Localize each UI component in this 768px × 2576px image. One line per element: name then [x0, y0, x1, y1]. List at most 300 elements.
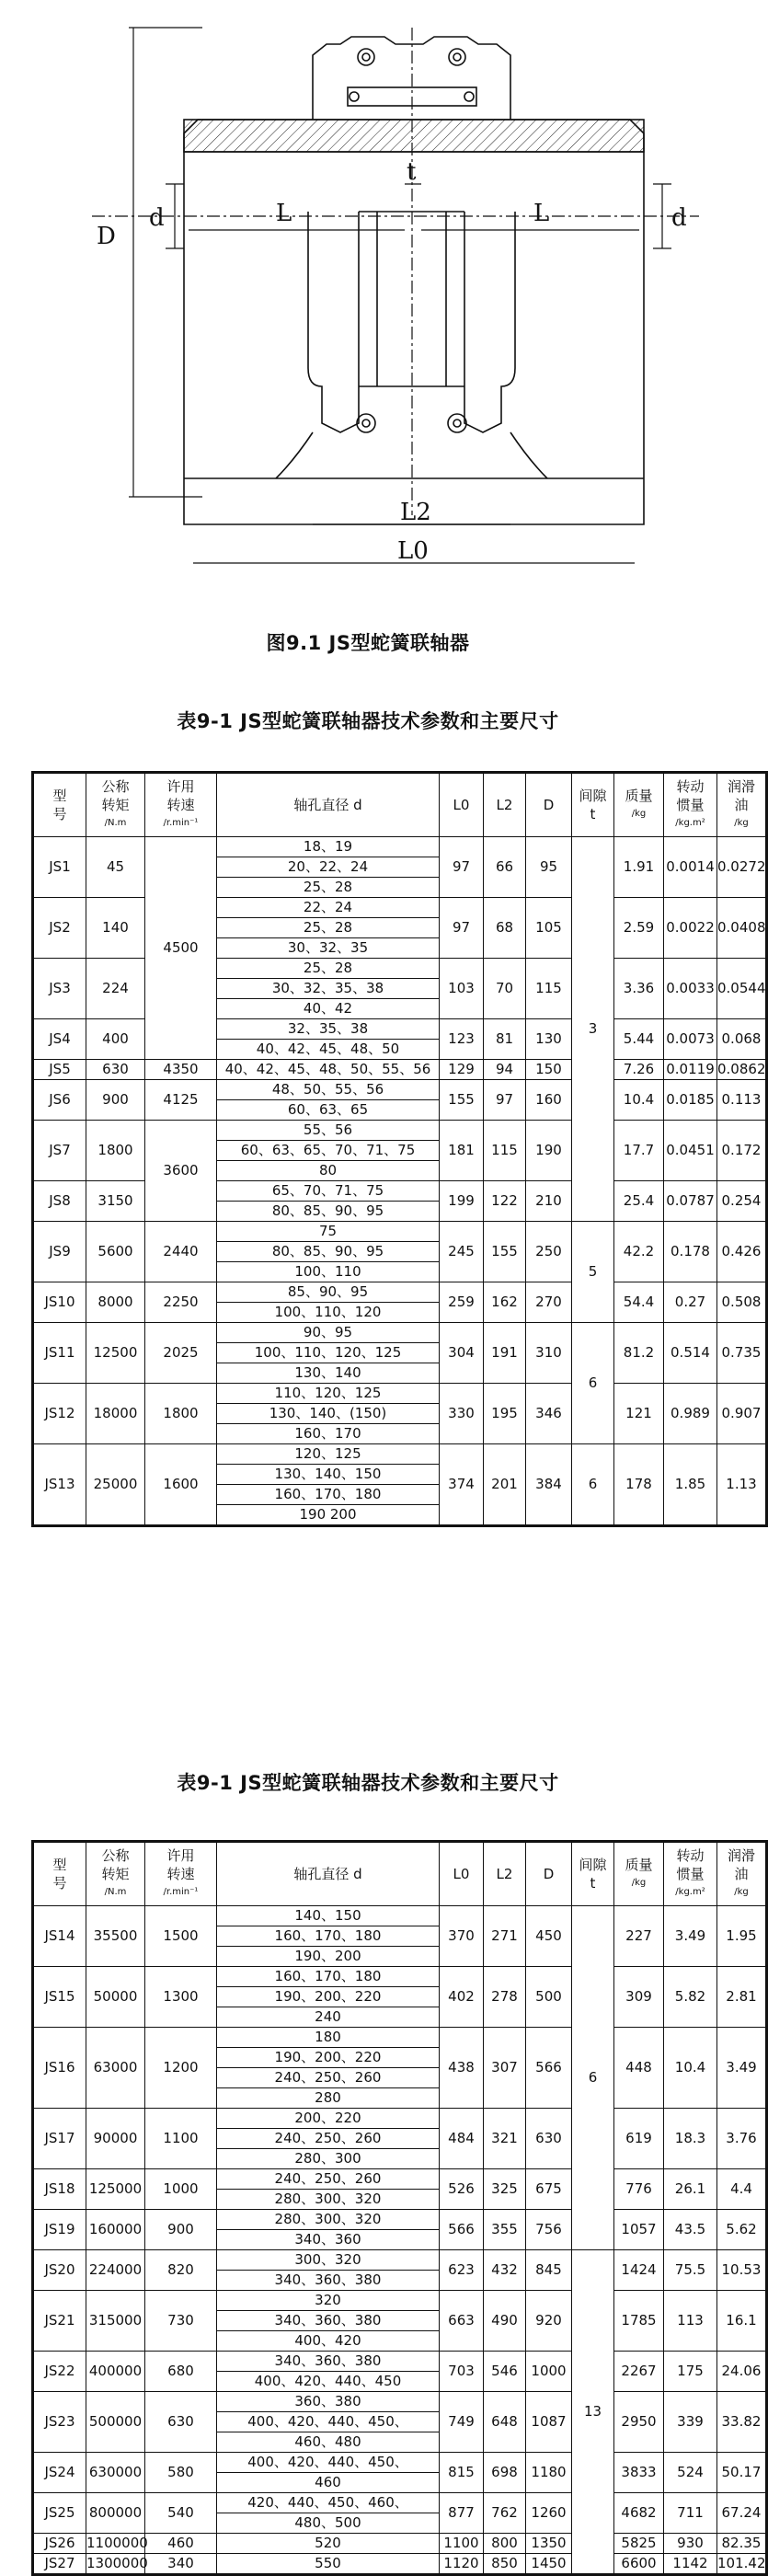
cell-torque: 224000 [86, 2250, 145, 2291]
cell-speed: 460 [145, 2534, 217, 2554]
table-row [33, 2453, 767, 2473]
cell-inertia: 0.989 [664, 1384, 717, 1444]
cell-L2: 66 [484, 837, 526, 898]
cell-oil: 0.907 [717, 1384, 767, 1444]
cell-bore: 120、125 [217, 1444, 440, 1465]
cell-inertia: 5.82 [664, 1967, 717, 2028]
cell-L2: 355 [484, 2210, 526, 2250]
table-row [33, 2493, 767, 2513]
cell-bore: 460 [217, 2473, 440, 2493]
cell-bore: 280、300 [217, 2149, 440, 2169]
cell-bore: 100、110、120 [217, 1303, 440, 1323]
cell-torque: 12500 [86, 1323, 145, 1384]
cell-inertia: 75.5 [664, 2250, 717, 2291]
cell-L0: 877 [440, 2493, 484, 2534]
cell-mass: 42.2 [614, 1222, 664, 1282]
table-row [33, 2169, 767, 2190]
cell-bore: 160、170、180 [217, 1485, 440, 1505]
cell-oil: 0.508 [717, 1282, 767, 1323]
cell-bore: 190、200、220 [217, 1987, 440, 2007]
cell-D: 675 [526, 2169, 572, 2210]
cell-model: JS12 [33, 1384, 86, 1444]
cell-bore: 340、360、380 [217, 2352, 440, 2372]
header-D: D [526, 773, 572, 837]
cell-speed: 1300 [145, 1967, 217, 2028]
cell-L0: 370 [440, 1906, 484, 1967]
cell-model: JS4 [33, 1019, 86, 1060]
cell-bore: 400、420、440、450、 [217, 2453, 440, 2473]
cell-bore: 48、50、55、56 [217, 1080, 440, 1100]
cell-torque: 630 [86, 1060, 145, 1080]
cell-oil: 5.62 [717, 2210, 767, 2250]
cell-mass: 10.4 [614, 1080, 664, 1121]
header-bore: 轴孔直径 d [217, 1842, 440, 1906]
cell-L0: 566 [440, 2210, 484, 2250]
cell-gap: 13 [572, 2250, 614, 2575]
cell-speed: 4350 [145, 1060, 217, 1080]
cell-oil: 4.4 [717, 2169, 767, 2210]
cell-L0: 155 [440, 1080, 484, 1121]
cell-bore: 200、220 [217, 2109, 440, 2129]
cell-speed: 820 [145, 2250, 217, 2291]
cell-oil: 1.95 [717, 1906, 767, 1967]
cell-oil: 1.13 [717, 1444, 767, 1526]
cell-D: 630 [526, 2109, 572, 2169]
cell-model: JS13 [33, 1444, 86, 1526]
cell-speed: 340 [145, 2554, 217, 2575]
cell-inertia: 0.0073 [664, 1019, 717, 1060]
cell-L2: 201 [484, 1444, 526, 1526]
table-row [33, 1121, 767, 1141]
cell-D: 270 [526, 1282, 572, 1323]
spec-table-1 [31, 771, 768, 1527]
cell-torque: 224 [86, 959, 145, 1019]
cell-bore: 25、28 [217, 878, 440, 898]
cell-mass: 7.26 [614, 1060, 664, 1080]
cell-oil: 0.0544 [717, 959, 767, 1019]
cell-D: 160 [526, 1080, 572, 1121]
cell-model: JS11 [33, 1323, 86, 1384]
cell-bore: 40、42、45、48、50 [217, 1040, 440, 1060]
cell-speed: 680 [145, 2352, 217, 2392]
cell-mass: 227 [614, 1906, 664, 1967]
cell-torque: 400000 [86, 2352, 145, 2392]
cell-D: 450 [526, 1906, 572, 1967]
cell-mass: 4682 [614, 2493, 664, 2534]
table-row [33, 2028, 767, 2048]
cell-mass: 2950 [614, 2392, 664, 2453]
cell-L2: 432 [484, 2250, 526, 2291]
cell-inertia: 0.0787 [664, 1181, 717, 1222]
cell-L0: 259 [440, 1282, 484, 1323]
cell-bore: 25、28 [217, 959, 440, 979]
cell-bore: 140、150 [217, 1906, 440, 1926]
cell-speed: 1500 [145, 1906, 217, 1967]
cell-mass: 6600 [614, 2554, 664, 2575]
cell-bore: 400、420、440、450 [217, 2372, 440, 2392]
table2-wrap [31, 1840, 766, 2576]
cell-bore: 340、360、380 [217, 2311, 440, 2331]
cell-torque: 35500 [86, 1906, 145, 1967]
cell-bore: 300、320 [217, 2250, 440, 2271]
cell-inertia: 0.0451 [664, 1121, 717, 1181]
cell-torque: 25000 [86, 1444, 145, 1526]
cell-torque: 3150 [86, 1181, 145, 1222]
cell-D: 130 [526, 1019, 572, 1060]
cell-bore: 80、85、90、95 [217, 1202, 440, 1222]
table-row [33, 1019, 767, 1040]
cell-bore: 22、24 [217, 898, 440, 918]
table-row [33, 2352, 767, 2372]
cell-torque: 45 [86, 837, 145, 898]
cell-model: JS1 [33, 837, 86, 898]
cell-speed: 730 [145, 2291, 217, 2352]
cell-D: 384 [526, 1444, 572, 1526]
table-row [33, 2250, 767, 2271]
cell-torque: 140 [86, 898, 145, 959]
cell-L0: 484 [440, 2109, 484, 2169]
cell-L2: 321 [484, 2109, 526, 2169]
cell-oil: 0.426 [717, 1222, 767, 1282]
cell-mass: 54.4 [614, 1282, 664, 1323]
cell-L0: 330 [440, 1384, 484, 1444]
cell-speed: 1600 [145, 1444, 217, 1526]
cell-L0: 374 [440, 1444, 484, 1526]
cell-L0: 123 [440, 1019, 484, 1060]
cell-torque: 5600 [86, 1222, 145, 1282]
cell-torque: 1800 [86, 1121, 145, 1181]
cell-oil: 10.53 [717, 2250, 767, 2291]
table-row [33, 2291, 767, 2311]
table-row [33, 2554, 767, 2575]
table-row [33, 837, 767, 857]
cell-bore: 100、110 [217, 1262, 440, 1282]
cell-inertia: 26.1 [664, 2169, 717, 2210]
cell-bore: 400、420、440、450、 [217, 2412, 440, 2432]
cell-speed: 1000 [145, 2169, 217, 2210]
dim-L-right: L [533, 200, 550, 227]
cell-L2: 195 [484, 1384, 526, 1444]
cell-oil: 0.068 [717, 1019, 767, 1060]
table-row [33, 1323, 767, 1343]
cell-L0: 623 [440, 2250, 484, 2291]
cell-speed: 580 [145, 2453, 217, 2493]
cell-L2: 191 [484, 1323, 526, 1384]
cell-L2: 800 [484, 2534, 526, 2554]
cell-bore: 240、250、260 [217, 2169, 440, 2190]
cell-bore: 130、140、(150) [217, 1404, 440, 1424]
cell-bore: 240 [217, 2007, 440, 2028]
header-mass: 质量 /kg [614, 773, 664, 837]
cell-D: 845 [526, 2250, 572, 2291]
table-row [33, 2392, 767, 2412]
cell-inertia: 3.49 [664, 1906, 717, 1967]
cell-bore: 55、56 [217, 1121, 440, 1141]
cell-D: 250 [526, 1222, 572, 1282]
cell-oil: 33.82 [717, 2392, 767, 2453]
cell-mass: 81.2 [614, 1323, 664, 1384]
cell-gap: 5 [572, 1222, 614, 1323]
cell-bore: 460、480 [217, 2432, 440, 2453]
cell-inertia: 0.0119 [664, 1060, 717, 1080]
table-row [33, 1222, 767, 1242]
header-gap: 间隙 t [572, 1842, 614, 1906]
cell-torque: 500000 [86, 2392, 145, 2453]
dim-L2: L2 [400, 499, 431, 526]
header-oil: 润滑 油 /kg [717, 773, 767, 837]
header-gap: 间隙 t [572, 773, 614, 837]
table-row [33, 1080, 767, 1100]
cell-model: JS6 [33, 1080, 86, 1121]
header-inertia: 转动 惯量 /kg.m² [664, 773, 717, 837]
cell-bore: 190、200 [217, 1947, 440, 1967]
table-row [33, 1444, 767, 1465]
cell-oil: 0.0272 [717, 837, 767, 898]
cell-torque: 315000 [86, 2291, 145, 2352]
cell-speed: 3600 [145, 1121, 217, 1222]
cell-D: 1087 [526, 2392, 572, 2453]
cell-L2: 698 [484, 2453, 526, 2493]
table-row [33, 2210, 767, 2230]
cell-bore: 25、28 [217, 918, 440, 938]
cell-L0: 103 [440, 959, 484, 1019]
cell-oil: 24.06 [717, 2352, 767, 2392]
table-row [33, 1060, 767, 1080]
hub-hatch-band [184, 120, 644, 152]
figure-caption: 图9.1 JS型蛇簧联轴器 [266, 632, 470, 654]
cell-L2: 648 [484, 2392, 526, 2453]
cell-L0: 438 [440, 2028, 484, 2109]
cell-gap: 6 [572, 1323, 614, 1444]
cell-oil: 101.42 [717, 2554, 767, 2575]
cell-bore: 240、250、260 [217, 2129, 440, 2149]
cell-oil: 0.0408 [717, 898, 767, 959]
cell-oil: 0.172 [717, 1121, 767, 1181]
cell-D: 1350 [526, 2534, 572, 2554]
cell-inertia: 0.27 [664, 1282, 717, 1323]
cell-speed: 900 [145, 2210, 217, 2250]
table1-title: 表9-1 JS型蛇簧联轴器技术参数和主要尺寸 [177, 710, 559, 732]
header-inertia: 转动 惯量 /kg.m² [664, 1842, 717, 1906]
cell-mass: 1424 [614, 2250, 664, 2291]
table-row [33, 1181, 767, 1202]
cell-inertia: 0.0022 [664, 898, 717, 959]
cell-bore: 75 [217, 1222, 440, 1242]
cell-torque: 800000 [86, 2493, 145, 2534]
cell-torque: 630000 [86, 2453, 145, 2493]
cell-bore: 280、300、320 [217, 2190, 440, 2210]
cell-torque: 125000 [86, 2169, 145, 2210]
cell-L2: 762 [484, 2493, 526, 2534]
cell-D: 1000 [526, 2352, 572, 2392]
cell-D: 190 [526, 1121, 572, 1181]
cell-oil: 0.254 [717, 1181, 767, 1222]
cell-inertia: 0.0014 [664, 837, 717, 898]
cell-oil: 67.24 [717, 2493, 767, 2534]
cell-mass: 5.44 [614, 1019, 664, 1060]
header-L0: L0 [440, 773, 484, 837]
cell-L0: 815 [440, 2453, 484, 2493]
cell-oil: 0.0862 [717, 1060, 767, 1080]
cell-inertia: 0.0185 [664, 1080, 717, 1121]
cell-speed: 4500 [145, 837, 217, 1060]
cell-model: JS20 [33, 2250, 86, 2291]
cell-D: 1180 [526, 2453, 572, 2493]
bolt-hole-2 [449, 49, 465, 65]
table2-title: 表9-1 JS型蛇簧联轴器技术参数和主要尺寸 [177, 1772, 559, 1794]
cell-bore: 320 [217, 2291, 440, 2311]
cell-L2: 68 [484, 898, 526, 959]
cell-model: JS18 [33, 2169, 86, 2210]
cell-inertia: 711 [664, 2493, 717, 2534]
cell-inertia: 18.3 [664, 2109, 717, 2169]
cell-inertia: 1.85 [664, 1444, 717, 1526]
cell-L0: 526 [440, 2169, 484, 2210]
cell-bore: 160、170、180 [217, 1967, 440, 1987]
cell-inertia: 930 [664, 2534, 717, 2554]
cell-model: JS24 [33, 2453, 86, 2493]
cell-mass: 3833 [614, 2453, 664, 2493]
cell-inertia: 524 [664, 2453, 717, 2493]
cell-bore: 100、110、120、125 [217, 1343, 440, 1363]
cell-model: JS17 [33, 2109, 86, 2169]
cell-model: JS26 [33, 2534, 86, 2554]
cell-L0: 97 [440, 837, 484, 898]
bottom-bolt-1 [357, 414, 375, 432]
cell-speed: 2440 [145, 1222, 217, 1282]
table1-wrap [31, 771, 766, 1527]
cell-bore: 130、140、150 [217, 1465, 440, 1485]
cell-oil: 3.76 [717, 2109, 767, 2169]
header-L0: L0 [440, 1842, 484, 1906]
cell-inertia: 43.5 [664, 2210, 717, 2250]
cell-bore: 40、42、45、48、50、55、56 [217, 1060, 440, 1080]
cell-L0: 703 [440, 2352, 484, 2392]
cell-bore: 130、140 [217, 1363, 440, 1384]
cell-D: 115 [526, 959, 572, 1019]
cell-mass: 2267 [614, 2352, 664, 2392]
cell-D: 150 [526, 1060, 572, 1080]
cell-D: 500 [526, 1967, 572, 2028]
cell-L2: 278 [484, 1967, 526, 2028]
cell-torque: 90000 [86, 2109, 145, 2169]
cell-L0: 181 [440, 1121, 484, 1181]
header-model: 型 号 [33, 773, 86, 837]
coupling-drawing [37, 9, 699, 565]
header-D: D [526, 1842, 572, 1906]
cell-oil: 50.17 [717, 2453, 767, 2493]
cell-bore: 400、420 [217, 2331, 440, 2352]
cell-L0: 245 [440, 1222, 484, 1282]
cell-oil: 16.1 [717, 2291, 767, 2352]
table-row [33, 1967, 767, 1987]
cell-inertia: 0.0033 [664, 959, 717, 1019]
cell-bore: 360、380 [217, 2392, 440, 2412]
dim-d-left: d [149, 204, 165, 232]
cell-oil: 0.113 [717, 1080, 767, 1121]
cell-mass: 309 [614, 1967, 664, 2028]
cell-mass: 25.4 [614, 1181, 664, 1222]
cell-torque: 1300000 [86, 2554, 145, 2575]
cell-L2: 81 [484, 1019, 526, 1060]
cell-bore: 80 [217, 1161, 440, 1181]
cell-L2: 94 [484, 1060, 526, 1080]
cell-speed: 1200 [145, 2028, 217, 2109]
dim-D: D [97, 223, 116, 250]
cell-model: JS19 [33, 2210, 86, 2250]
table-row [33, 1906, 767, 1926]
cell-L2: 70 [484, 959, 526, 1019]
header-speed: 许用 转速 /r.min⁻¹ [145, 773, 217, 837]
cell-torque: 160000 [86, 2210, 145, 2250]
cell-L0: 304 [440, 1323, 484, 1384]
cell-bore: 160、170、180 [217, 1926, 440, 1947]
cell-model: JS27 [33, 2554, 86, 2575]
dim-L-left: L [276, 200, 292, 227]
cell-D: 210 [526, 1181, 572, 1222]
cell-L2: 115 [484, 1121, 526, 1181]
cell-bore: 480、500 [217, 2513, 440, 2534]
bottom-bolt-2 [448, 414, 466, 432]
cell-speed: 540 [145, 2493, 217, 2534]
cell-L0: 129 [440, 1060, 484, 1080]
cell-bore: 85、90、95 [217, 1282, 440, 1303]
cell-L2: 325 [484, 2169, 526, 2210]
cell-D: 105 [526, 898, 572, 959]
cell-torque: 18000 [86, 1384, 145, 1444]
cell-L0: 97 [440, 898, 484, 959]
bolt-hole-1 [358, 49, 374, 65]
cell-oil: 0.735 [717, 1323, 767, 1384]
cell-model: JS23 [33, 2392, 86, 2453]
cell-mass: 121 [614, 1384, 664, 1444]
cell-torque: 400 [86, 1019, 145, 1060]
cell-bore: 180 [217, 2028, 440, 2048]
header-L2: L2 [484, 1842, 526, 1906]
cell-bore: 60、63、65 [217, 1100, 440, 1121]
cell-L2: 162 [484, 1282, 526, 1323]
header-model: 型 号 [33, 1842, 86, 1906]
cell-mass: 17.7 [614, 1121, 664, 1181]
dim-L0: L0 [397, 537, 429, 565]
cell-mass: 5825 [614, 2534, 664, 2554]
cell-gap: 6 [572, 1444, 614, 1526]
cell-bore: 240、250、260 [217, 2068, 440, 2088]
cell-L2: 546 [484, 2352, 526, 2392]
cell-bore: 65、70、71、75 [217, 1181, 440, 1202]
cell-torque: 900 [86, 1080, 145, 1121]
cell-D: 566 [526, 2028, 572, 2109]
cell-mass: 3.36 [614, 959, 664, 1019]
cell-torque: 8000 [86, 1282, 145, 1323]
cell-speed: 1100 [145, 2109, 217, 2169]
cell-bore: 190、200、220 [217, 2048, 440, 2068]
cell-bore: 32、35、38 [217, 1019, 440, 1040]
cell-oil: 82.35 [717, 2534, 767, 2554]
cell-mass: 1057 [614, 2210, 664, 2250]
cell-model: JS10 [33, 1282, 86, 1323]
cell-inertia: 339 [664, 2392, 717, 2453]
cell-L2: 307 [484, 2028, 526, 2109]
cell-model: JS14 [33, 1906, 86, 1967]
cell-mass: 178 [614, 1444, 664, 1526]
cell-D: 310 [526, 1323, 572, 1384]
cell-model: JS25 [33, 2493, 86, 2534]
cell-bore: 40、42 [217, 999, 440, 1019]
table-row [33, 959, 767, 979]
cell-bore: 90、95 [217, 1323, 440, 1343]
cell-bore: 340、360、380 [217, 2271, 440, 2291]
